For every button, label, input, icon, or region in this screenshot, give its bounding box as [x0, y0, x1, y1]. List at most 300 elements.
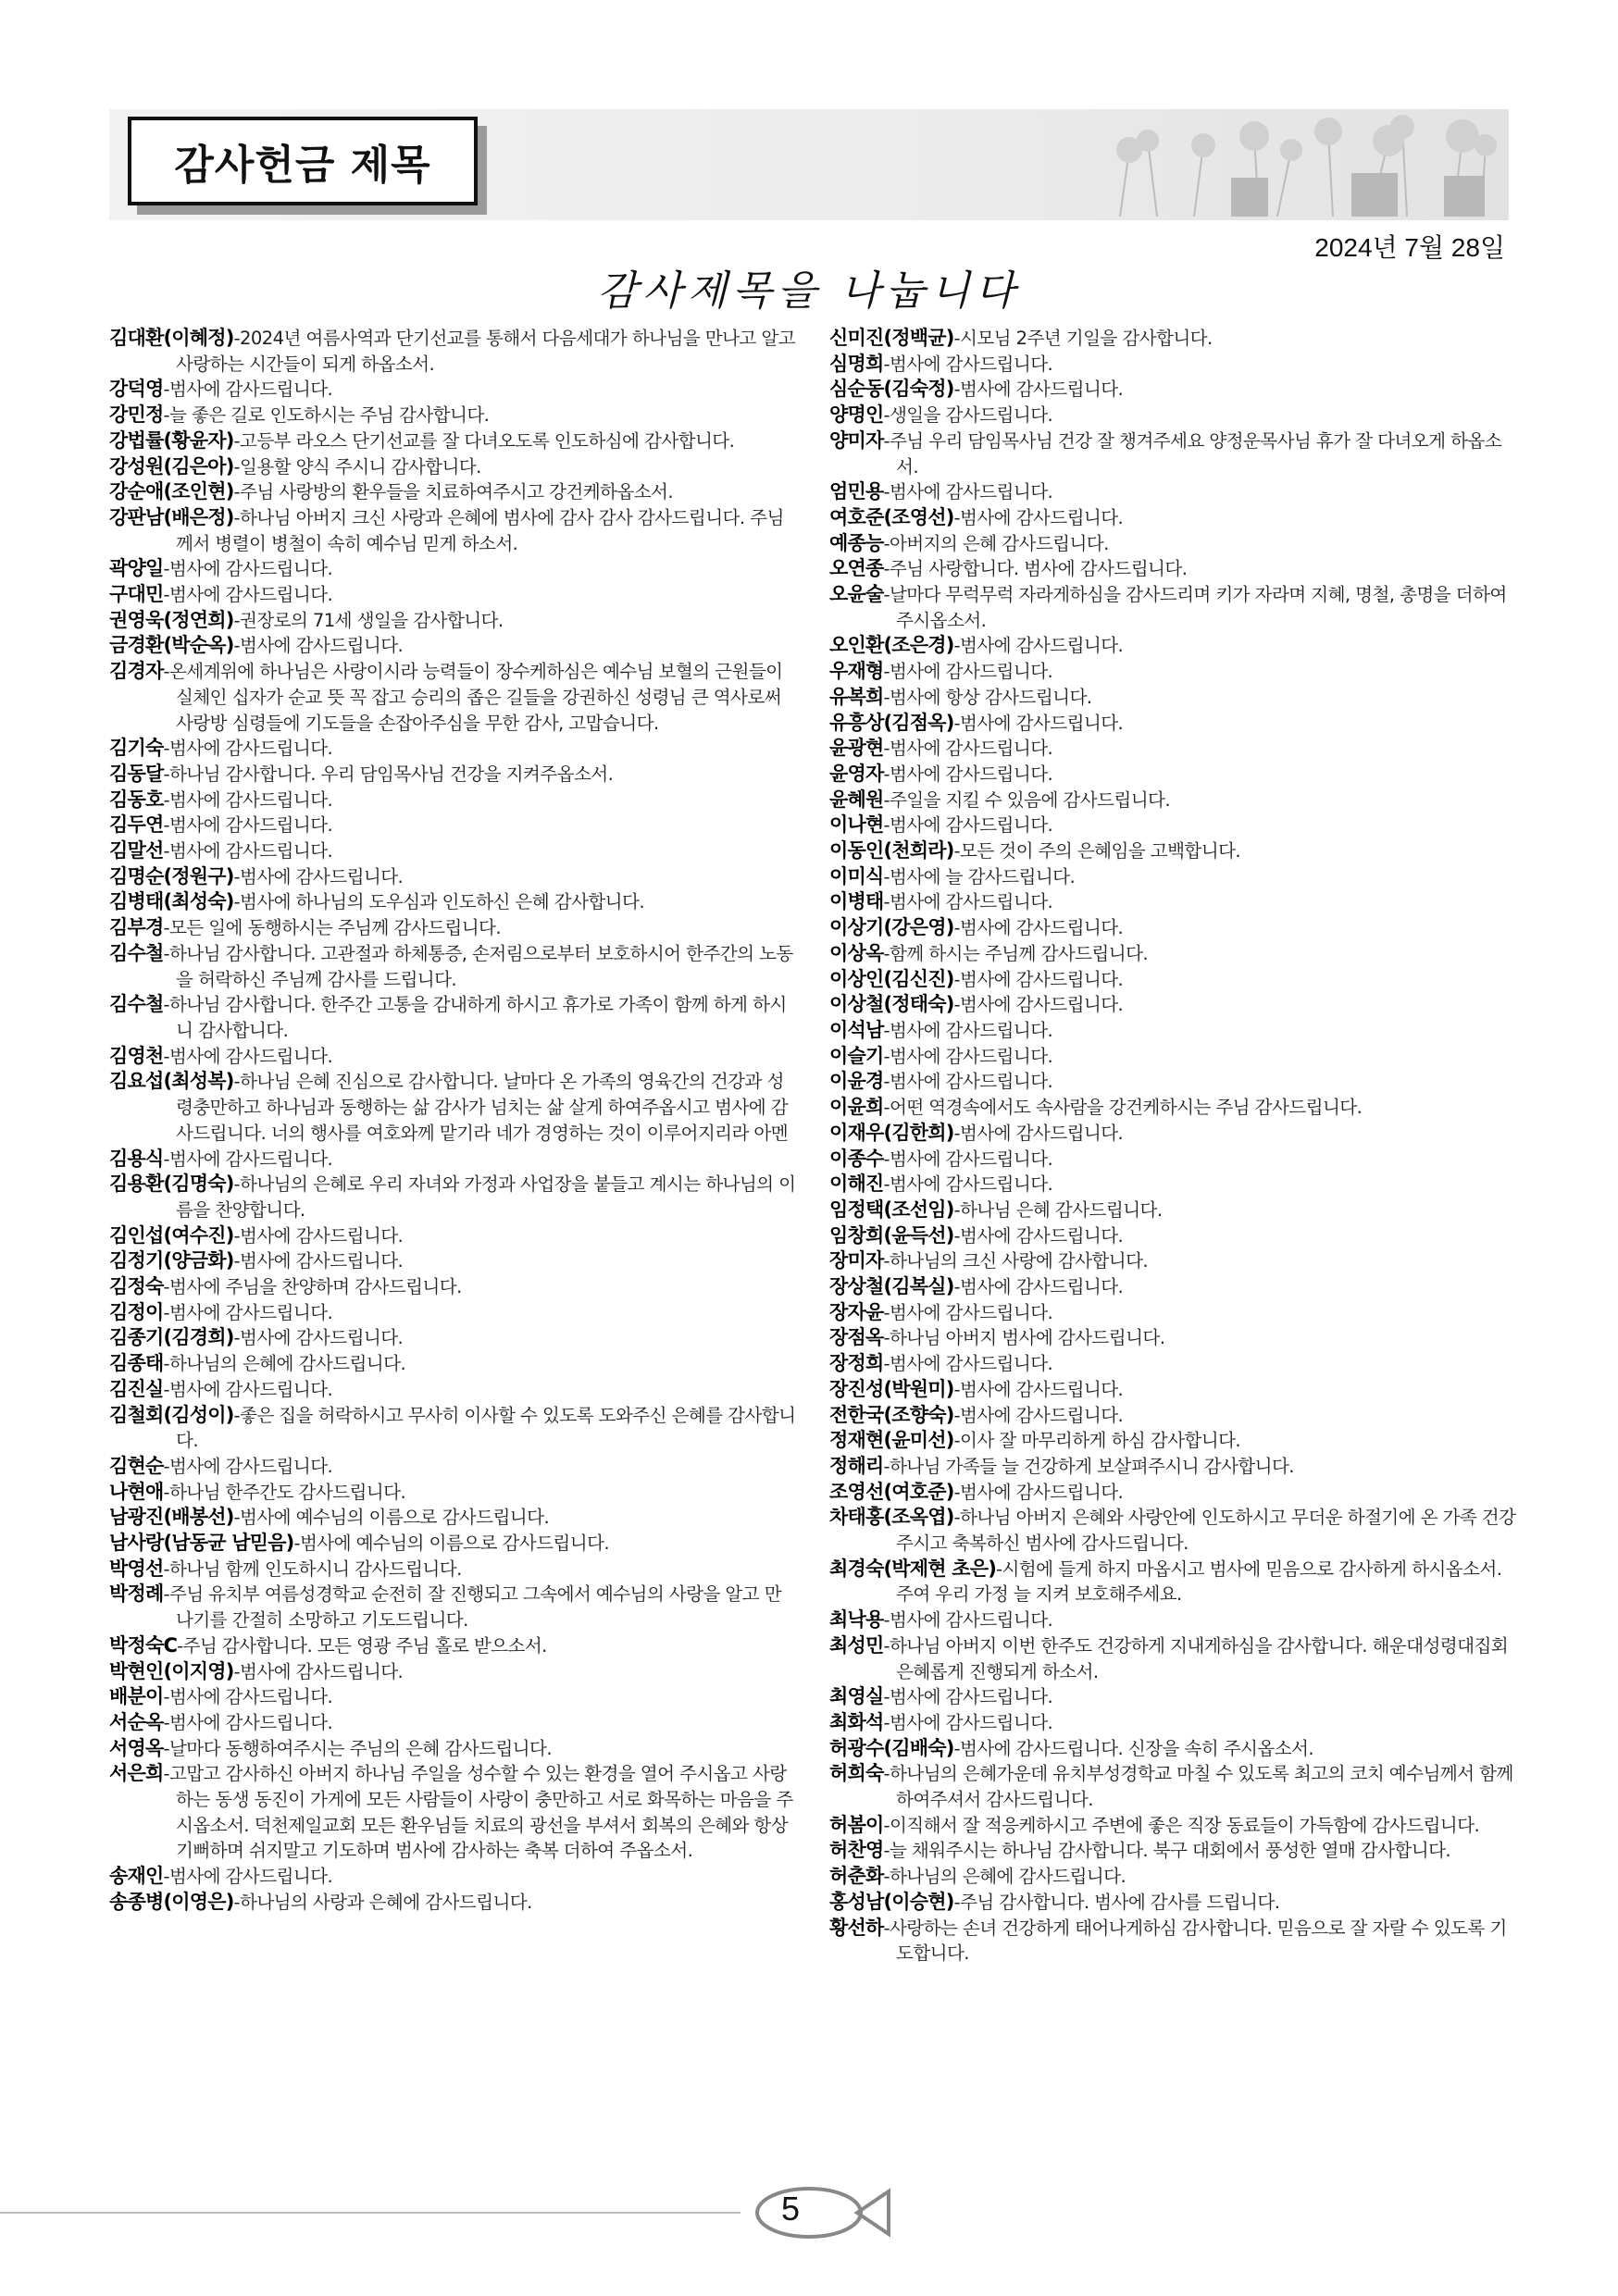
thanksgiving-text: -하나님 감사합니다. 한주간 고통을 감내하게 하시고 휴가로 가족이 함께 하게 하시니 감사합니다. — [163, 994, 787, 1041]
donor-name: 김두연 — [109, 813, 164, 837]
thanksgiving-text: -하나님 은혜 감사드립니다. — [953, 1198, 1163, 1221]
thanksgiving-text: -범사에 감사드립니다. — [883, 763, 1053, 785]
donor-name: 최낙용 — [829, 1608, 884, 1632]
thanksgiving-text: -하나님 아버지 은혜와 사랑안에 인도하시고 무더운 하절기에 온 가족 건강주시고 축복하신 범사에 감사드립니다. — [896, 1507, 1516, 1555]
thanksgiving-entry — [109, 1633, 798, 1659]
thanksgiving-text: -권장로의 71세 생일을 감사합니다. — [233, 609, 504, 631]
thanksgiving-entry — [829, 1172, 1518, 1198]
donor-name: 조영선(여호준) — [829, 1480, 954, 1503]
page-subtitle: 감사제목을 나눕니다 — [597, 267, 1021, 315]
thanksgiving-entry — [829, 1223, 1518, 1249]
thanksgiving-entry — [109, 1659, 798, 1685]
flower-decoration-icon — [1092, 113, 1500, 217]
thanksgiving-text: -범사에 감사드립니다. — [883, 661, 1053, 683]
donor-name: 김현순 — [109, 1454, 164, 1477]
thanksgiving-text: -주님 우리 담임목사님 건강 잘 챙겨주세요 양정운목사님 휴가 잘 다녀오게 하옵소서. — [883, 429, 1502, 478]
donor-name: 권영욱(정연희) — [109, 608, 234, 631]
thanksgiving-text: -고등부 라오스 단기선교를 잘 다녀오도록 인도하심에 감사합니다. — [233, 429, 735, 452]
thanksgiving-text: -주님 감사합니다. 모든 영광 주님 홀로 받으소서. — [177, 1634, 547, 1657]
thanksgiving-entry — [109, 326, 798, 377]
thanksgiving-entry — [829, 685, 1518, 711]
donor-name: 최영실 — [829, 1685, 884, 1708]
donor-name: 임창희(윤득선) — [829, 1223, 954, 1247]
thanksgiving-text: -범사에 감사드립니다. — [883, 1019, 1053, 1041]
thanksgiving-text: -범사에 감사드립니다. — [883, 481, 1053, 503]
thanksgiving-entry — [109, 454, 798, 480]
donor-name: 강판남(배은정) — [109, 505, 234, 528]
thanksgiving-text: -범사에 감사드립니다. — [953, 1404, 1124, 1426]
thanksgiving-text: -하나님 은혜 진심으로 감사합니다. 날마다 온 가족의 영육간의 건강과 성령충만하고 하나님과 동행하는 삶 감사가 넘치는 삶 살게 하여주옵시고 범사에 감사드립니다. 너의 행사를 여호와께 맡기라 네가 경영하는 것이 이루어지리라 아멘 — [176, 1071, 789, 1144]
thanksgiving-text: -범사에 감사드립니다. — [163, 1045, 333, 1067]
thanksgiving-entry — [829, 1325, 1518, 1351]
thanksgiving-text: -이직해서 잘 적응케하시고 주변에 좋은 직장 동료들이 가득함에 감사드립니다. — [883, 1814, 1480, 1836]
thanksgiving-entry — [109, 813, 798, 838]
donor-name: 오연종 — [829, 557, 884, 580]
donor-name: 김영천 — [109, 1044, 164, 1067]
thanksgiving-entry — [829, 1736, 1518, 1762]
thanksgiving-text: -주님 감사합니다. 범사에 감사를 드립니다. — [953, 1891, 1280, 1913]
thanksgiving-text: -범사에 감사드립니다. — [163, 1148, 333, 1170]
thanksgiving-text: -범사에 감사드립니다. — [163, 814, 333, 837]
donor-name: 허희숙 — [829, 1762, 884, 1785]
thanksgiving-text: -범사에 하나님의 도우심과 인도하신 은혜 감사합니다. — [233, 891, 644, 913]
thanksgiving-entry — [829, 838, 1518, 864]
thanksgiving-text: -범사에 감사드립니다. — [883, 1301, 1053, 1323]
thanksgiving-text: -하나님 아버지 크신 사랑과 은혜에 범사에 감사 감사 감사드립니다. 주님께서 병렬이 병철이 속히 예수님 믿게 하소서. — [176, 506, 784, 554]
thanksgiving-entry — [829, 1480, 1518, 1506]
thanksgiving-text: -범사에 감사드립니다. — [163, 584, 333, 606]
donor-name: 강덕영 — [109, 378, 164, 401]
donor-name: 김동달 — [109, 762, 164, 785]
donor-name: 차태홍(조옥엽) — [829, 1506, 954, 1529]
thanksgiving-entry — [109, 864, 798, 890]
thanksgiving-entry — [829, 326, 1518, 352]
donor-name: 서영옥 — [109, 1736, 164, 1759]
donor-name: 이동인(천희라) — [829, 839, 954, 863]
donor-name: 신미진(정백균) — [829, 327, 954, 349]
thanksgiving-entry — [829, 505, 1518, 531]
donor-name: 이상옥 — [829, 941, 884, 964]
page-number: 5 — [781, 2190, 801, 2228]
thanksgiving-entry — [829, 1607, 1518, 1633]
thanksgiving-text: -범사에 감사드립니다. — [233, 1250, 404, 1272]
thanksgiving-entry — [829, 1044, 1518, 1070]
donor-name: 김정숙 — [109, 1275, 164, 1298]
thanksgiving-text: -범사에 감사드립니다. — [953, 917, 1124, 939]
thanksgiving-text: -범사에 감사드립니다. 신장을 속히 주시옵소서. — [953, 1737, 1313, 1759]
thanksgiving-entry — [109, 1300, 798, 1326]
thanksgiving-entry — [829, 1710, 1518, 1736]
thanksgiving-entry — [829, 1813, 1518, 1839]
donor-name: 남광진(배봉선) — [109, 1506, 234, 1529]
thanksgiving-entry — [829, 582, 1518, 633]
donor-name: 김정기(양금화) — [109, 1249, 234, 1272]
thanksgiving-entry — [829, 1198, 1518, 1223]
thanksgiving-text: -모든 것이 주의 은혜임을 고백합니다. — [953, 840, 1241, 863]
thanksgiving-text: -범사에 감사드립니다. — [163, 558, 333, 580]
thanksgiving-text: -하나님 가족들 늘 건강하게 보살펴주시니 감사합니다. — [883, 1455, 1294, 1477]
thanksgiving-text: -고맙고 감사하신 아버지 하나님 주일을 성수할 수 있는 환경을 열어 주시옵고 사랑하는 동생 동진이 가게에 모든 사람들이 사랑이 충만하고 서로 화목하는 마음을 주시옵소서. 덕천제일교회 모든 환우님들 치료의 광선을 부셔서 회복의 은혜와 항상 기뻐하며 쉬지말고 기도하며 범사에 감사하는 축복 더하여 주옵소서. — [163, 1763, 793, 1862]
thanksgiving-entry — [109, 582, 798, 608]
thanksgiving-text: -좋은 집을 허락하시고 무사히 이사할 수 있도록 도와주신 은혜를 감사합니다. — [176, 1404, 796, 1452]
donor-name: 임정택(조선임) — [829, 1198, 954, 1221]
thanksgiving-entry — [829, 1633, 1518, 1684]
thanksgiving-entry — [829, 1095, 1518, 1121]
donor-name: 서은희 — [109, 1762, 164, 1785]
thanksgiving-text: -늘 채워주시는 하나님 감사합니다. 북구 대회에서 풍성한 열매 감사합니다. — [883, 1840, 1451, 1862]
donor-name: 이윤희 — [829, 1096, 884, 1119]
thanksgiving-text: -범사에 감사드립니다. — [163, 1455, 333, 1477]
donor-name: 오인환(조은경) — [829, 634, 954, 657]
thanksgiving-entry — [109, 1351, 798, 1377]
thanksgiving-entry — [829, 377, 1518, 403]
donor-name: 김부경 — [109, 916, 164, 939]
thanksgiving-text: -아버지의 은혜 감사드립니다. — [883, 532, 1109, 554]
thanksgiving-text: -범사에 감사드립니다. — [953, 968, 1124, 990]
donor-name: 유복희 — [829, 685, 884, 708]
thanksgiving-text: -범사에 감사드립니다. — [883, 1353, 1053, 1375]
donor-name: 이종수 — [829, 1147, 884, 1170]
thanksgiving-text: -범사에 예수님의 이름으로 감사드립니다. — [233, 1507, 550, 1529]
thanksgiving-text: -범사에 감사드립니다. — [233, 1224, 404, 1247]
thanksgiving-entry — [829, 915, 1518, 941]
thanksgiving-text: -하나님 감사합니다. 고관절과 하체통증, 손저림으로부터 보호하시어 한주간의 노동을 허락하신 주님께 감사를 드립니다. — [163, 942, 793, 990]
donor-name: 김용식 — [109, 1147, 164, 1170]
thanksgiving-entry — [829, 1377, 1518, 1403]
donor-name: 허찬영 — [829, 1839, 884, 1862]
thanksgiving-entry — [109, 428, 798, 454]
thanksgiving-text: -하나님의 은혜가운데 유치부성경학교 마칠 수 있도록 최고의 코치 예수님께서 함께 하여주셔서 감사드립니다. — [883, 1763, 1513, 1811]
donor-name: 이병태 — [829, 890, 884, 913]
thanksgiving-entry — [829, 1147, 1518, 1173]
thanksgiving-entry — [109, 1531, 798, 1557]
thanksgiving-text: -범사에 감사드립니다. — [953, 1122, 1124, 1144]
thanksgiving-text: -일용할 양식 주시니 감사합니다. — [233, 455, 481, 478]
thanksgiving-entry — [109, 1505, 798, 1531]
donor-name: 김명순(정원구) — [109, 864, 234, 887]
thanksgiving-entry — [829, 1454, 1518, 1480]
thanksgiving-text: -범사에 감사드립니다. — [953, 1378, 1124, 1400]
thanksgiving-entry — [829, 1838, 1518, 1864]
thanksgiving-text: -주님 사랑방의 환우들을 치료하여주시고 강건케하옵소서. — [233, 481, 673, 503]
donor-name: 장상철(김복실) — [829, 1275, 954, 1298]
thanksgiving-entry — [829, 788, 1518, 813]
thanksgiving-entry — [829, 1557, 1518, 1607]
thanksgiving-entry — [829, 762, 1518, 788]
thanksgiving-entry — [109, 1172, 798, 1222]
thanksgiving-entry — [829, 1274, 1518, 1300]
donor-name: 김진실 — [109, 1377, 164, 1400]
thanksgiving-entry — [109, 1248, 798, 1274]
thanksgiving-text: -범사에 감사드립니다. — [953, 635, 1124, 657]
thanksgiving-entry — [109, 788, 798, 813]
donor-name: 김철회(김성이) — [109, 1403, 234, 1426]
thanksgiving-text: -온세계위에 하나님은 사랑이시라 능력들이 장수케하심은 예수님 보혈의 근원들이 실체인 십자가 순교 뜻 꼭 잡고 승리의 좁은 길들을 강권하신 성령님 큰 역사로써 사랑방 심령들에 기도들을 손잡아주심을 무한 감사, 고맙습니다. — [163, 661, 783, 734]
donor-name: 정해리 — [829, 1454, 884, 1477]
donor-name: 홍성남(이승현) — [829, 1890, 954, 1913]
donor-name: 이상인(김신진) — [829, 967, 954, 990]
thanksgiving-entry — [829, 1248, 1518, 1274]
thanksgiving-text: -범사에 감사드립니다. — [163, 1711, 333, 1733]
donor-name: 유흥상(김점옥) — [829, 711, 954, 734]
thanksgiving-entry — [109, 1864, 798, 1890]
thanksgiving-text: -범사에 감사드립니다. — [163, 379, 333, 401]
thanksgiving-entry — [829, 1121, 1518, 1147]
thanksgiving-text: -범사에 감사드립니다. — [883, 353, 1053, 375]
donor-name: 김인섭(여수진) — [109, 1223, 234, 1247]
thanksgiving-entry — [829, 556, 1518, 582]
thanksgiving-text: -범사에 감사드립니다. — [233, 1660, 404, 1682]
thanksgiving-text: -주님 유치부 여름성경학교 순전히 잘 진행되고 그속에서 예수님의 사랑을 알고 만나기를 간절히 소망하고 기도드립니다. — [163, 1583, 782, 1632]
thanksgiving-text: -하나님 한주간도 감사드립니다. — [163, 1481, 406, 1503]
thanksgiving-text: -범사에 감사드립니다. — [163, 1301, 333, 1323]
thanksgiving-text: -주님 사랑합니다. 범사에 감사드립니다. — [883, 558, 1188, 580]
donor-name: 김수철 — [109, 993, 164, 1016]
donor-name: 최화석 — [829, 1710, 884, 1733]
thanksgiving-text: -주일을 지킬 수 있음에 감사드립니다. — [883, 788, 1170, 811]
section-title-box — [128, 117, 478, 205]
donor-name: 양명인 — [829, 403, 884, 427]
thanksgiving-entry — [829, 889, 1518, 915]
thanksgiving-entry — [109, 556, 798, 582]
donor-name: 허광수(김배숙) — [829, 1736, 954, 1759]
thanksgiving-text: -범사에 감사드립니다. — [953, 506, 1124, 528]
thanksgiving-text: -범사에 감사드립니다. — [953, 1481, 1124, 1503]
thanksgiving-entry — [829, 479, 1518, 505]
thanksgiving-text: -범사에 감사드립니다. — [163, 1866, 333, 1888]
donor-name: 윤혜원 — [829, 788, 884, 811]
donor-name: 장진성(박원미) — [829, 1377, 954, 1400]
thanksgiving-text: -범사에 늘 감사드립니다. — [883, 865, 1076, 887]
donor-name: 윤영자 — [829, 762, 884, 785]
thanksgiving-text: -날마다 동행하여주시는 주님의 은혜 감사드립니다. — [163, 1737, 552, 1759]
thanksgiving-entry — [109, 1761, 798, 1864]
thanksgiving-entry — [109, 1403, 798, 1454]
thanksgiving-text: -모든 일에 동행하시는 주님께 감사드립니다. — [163, 917, 501, 939]
thanksgiving-entry — [829, 1300, 1518, 1326]
donor-name: 이상기(강은영) — [829, 916, 954, 939]
donor-name: 최경숙(박제현 초은) — [829, 1557, 996, 1580]
thanksgiving-text: -이사 잘 마무리하게 하심 감사합니다. — [953, 1430, 1241, 1452]
thanksgiving-entry — [829, 403, 1518, 428]
donor-name: 장미자 — [829, 1249, 884, 1272]
thanksgiving-text: -범사에 감사드립니다. — [883, 1173, 1053, 1196]
thanksgiving-text: -범사에 감사드립니다. — [883, 1609, 1053, 1632]
thanksgiving-text: -함께 하시는 주님께 감사드립니다. — [883, 942, 1149, 964]
thanksgiving-text: -시험에 들게 하지 마옵시고 범사에 믿음으로 감사하게 하시옵소서. 주여 우리 가정 늘 지켜 보호해주세요. — [896, 1558, 1502, 1606]
thanksgiving-text: -사랑하는 손녀 건강하게 태어나게하심 감사합니다. 믿음으로 잘 자랄 수 있도록 기도합니다. — [883, 1917, 1507, 1965]
thanksgiving-entry — [829, 736, 1518, 762]
thanksgiving-entry — [109, 403, 798, 428]
thanksgiving-entry — [109, 505, 798, 556]
thanksgiving-entry — [109, 1710, 798, 1736]
thanksgiving-text: -범사에 감사드립니다. — [883, 738, 1053, 760]
thanksgiving-text: -어떤 역경속에서도 속사람을 강건케하시는 주님 감사드립니다. — [883, 1097, 1363, 1119]
thanksgiving-entry — [109, 479, 798, 505]
thanksgiving-text: -범사에 예수님의 이름으로 감사드립니다. — [293, 1533, 610, 1555]
thanksgiving-text: -하나님의 은혜에 감사드립니다. — [883, 1866, 1126, 1888]
thanksgiving-entry — [829, 1916, 1518, 1967]
thanksgiving-entry — [109, 838, 798, 864]
thanksgiving-text: -범사에 감사드립니다. — [163, 840, 333, 863]
thanksgiving-entry — [109, 633, 798, 659]
thanksgiving-entry — [829, 633, 1518, 659]
donor-name: 강순애(조인현) — [109, 480, 234, 503]
thanksgiving-entry — [829, 1018, 1518, 1044]
thanksgiving-entry — [829, 659, 1518, 685]
donor-name: 남사랑(남동균 남믿음) — [109, 1532, 294, 1555]
thanksgiving-entry — [829, 941, 1518, 967]
thanksgiving-entry — [109, 736, 798, 762]
thanksgiving-text: -범사에 감사드립니다. — [233, 635, 404, 657]
donor-name: 허봄이 — [829, 1813, 884, 1836]
thanksgiving-text: -범사에 감사드립니다. — [883, 814, 1053, 837]
thanksgiving-entry — [829, 428, 1518, 479]
thanksgiving-text: -하나님 아버지 범사에 감사드립니다. — [883, 1327, 1165, 1349]
donor-name: 윤광현 — [829, 737, 884, 760]
donor-name: 허춘화 — [829, 1865, 884, 1888]
donor-name: 심순동(김숙정) — [829, 378, 954, 401]
thanksgiving-text: -늘 좋은 길로 인도하시는 주님 감사합니다. — [163, 404, 490, 427]
thanksgiving-text: -범사에 감사드립니다. — [883, 891, 1053, 913]
donor-name: 강법률(황윤자) — [109, 428, 234, 452]
donor-name: 구대민 — [109, 583, 164, 606]
donor-name: 김정이 — [109, 1300, 164, 1323]
thanksgiving-entry — [109, 1480, 798, 1506]
thanksgiving-text: -하나님 아버지 이번 한주도 건강하게 지내게하심을 감사합니다. 해운대성령대집회 은혜롭게 진행되게 하소서. — [883, 1634, 1509, 1682]
donor-name: 박현인(이지영) — [109, 1659, 234, 1682]
thanksgiving-text: -범사에 항상 감사드립니다. — [883, 686, 1092, 708]
thanksgiving-entry — [109, 1582, 798, 1632]
thanksgiving-text: -범사에 감사드립니다. — [883, 1148, 1053, 1170]
thanksgiving-entry — [109, 992, 798, 1043]
donor-name: 박정례 — [109, 1582, 164, 1606]
donor-name: 정재현(윤미선) — [829, 1429, 954, 1452]
donor-name: 이미식 — [829, 864, 884, 887]
thanksgiving-entry — [109, 1274, 798, 1300]
donor-name: 엄민용 — [829, 480, 884, 503]
donor-name: 나현애 — [109, 1480, 164, 1503]
donor-name: 장점옥 — [829, 1326, 884, 1349]
thanksgiving-entry — [109, 608, 798, 634]
thanksgiving-text: -범사에 감사드립니다. — [953, 1276, 1124, 1298]
donor-name: 김말선 — [109, 839, 164, 863]
donor-name: 황선하 — [829, 1916, 884, 1939]
thanksgiving-entry — [109, 1044, 798, 1070]
donor-name: 김동호 — [109, 788, 164, 811]
thanksgiving-text: -생일을 감사드립니다. — [883, 404, 1053, 427]
thanksgiving-text: -범사에 감사드립니다. — [163, 1378, 333, 1400]
donor-name: 서순옥 — [109, 1710, 164, 1733]
thanksgiving-text: -하나님의 은혜에 감사드립니다. — [163, 1353, 406, 1375]
thanksgiving-entry — [829, 967, 1518, 993]
thanksgiving-entry — [109, 1223, 798, 1249]
thanksgiving-entry — [829, 1069, 1518, 1095]
thanksgiving-entry — [829, 711, 1518, 737]
donor-name: 우재형 — [829, 660, 884, 683]
donor-name: 김용환(김명숙) — [109, 1173, 234, 1196]
section-title: 감사헌금 제목 — [174, 142, 431, 189]
donor-name: 장자윤 — [829, 1300, 884, 1323]
thanksgiving-entry — [829, 813, 1518, 838]
thanksgiving-text: -범사에 감사드립니다. — [163, 1686, 333, 1708]
thanksgiving-entry — [109, 1736, 798, 1762]
thanksgiving-text: -하나님의 크신 사랑에 감사합니다. — [883, 1250, 1149, 1272]
thanksgiving-entry — [829, 1890, 1518, 1916]
thanksgiving-entry — [109, 1890, 798, 1916]
donor-name: 김종태 — [109, 1352, 164, 1375]
thanksgiving-entry — [109, 659, 798, 736]
donor-name: 이슬기 — [829, 1044, 884, 1067]
thanksgiving-text: -2024년 여름사역과 단기선교를 통해서 다음세대가 하나님을 만나고 알고 사랑하는 시간들이 되게 하옵소서. — [176, 328, 796, 375]
thanksgiving-text: -범사에 감사드립니다. — [883, 1711, 1053, 1733]
donor-name: 김요섭(최성복) — [109, 1070, 234, 1093]
thanksgiving-text: -하나님의 사랑과 은혜에 감사드립니다. — [233, 1891, 532, 1913]
thanksgiving-text: -범사에 감사드립니다. — [163, 788, 333, 811]
donor-name: 이해진 — [829, 1173, 884, 1196]
thanksgiving-text: -범사에 감사드립니다. — [953, 379, 1124, 401]
thanksgiving-entry — [109, 1325, 798, 1351]
donor-name: 강민정 — [109, 403, 164, 427]
thanksgiving-entry — [109, 1684, 798, 1710]
thanksgiving-text: -범사에 감사드립니다. — [233, 1327, 404, 1349]
thanksgiving-text: -날마다 무럭무럭 자라게하심을 감사드리며 키가 자라며 지혜, 명철, 총명을 더하여주시옵소서. — [883, 584, 1507, 631]
thanksgiving-entry — [109, 762, 798, 788]
thanksgiving-entry — [109, 1069, 798, 1146]
donor-name: 김경자 — [109, 660, 164, 683]
donor-name: 예종능 — [829, 531, 884, 554]
thanksgiving-text: -범사에 감사드립니다. — [953, 712, 1124, 734]
donor-name: 배분이 — [109, 1685, 164, 1708]
thanksgiving-entry — [109, 941, 798, 992]
thanksgiving-entry — [109, 889, 798, 915]
thanksgiving-entry — [829, 1684, 1518, 1710]
thanksgiving-text: -범사에 감사드립니다. — [233, 865, 404, 887]
thanksgiving-entry — [829, 1428, 1518, 1454]
right-column — [829, 326, 1518, 1967]
donor-name: 강성원(김은아) — [109, 454, 234, 478]
thanksgiving-text: -범사에 감사드립니다. — [953, 994, 1124, 1016]
thanksgiving-entry — [829, 1403, 1518, 1429]
donor-name: 장정희 — [829, 1352, 884, 1375]
donor-name: 이재우(김한희) — [829, 1121, 954, 1144]
donor-name: 이석남 — [829, 1018, 884, 1041]
donor-name: 김기숙 — [109, 737, 164, 760]
thanksgiving-text: -범사에 감사드립니다. — [883, 1071, 1053, 1093]
thanksgiving-text: -범사에 감사드립니다. — [163, 738, 333, 760]
thanksgiving-entry — [829, 1761, 1518, 1812]
thanksgiving-text: -하나님의 은혜로 우리 자녀와 가정과 사업장을 붙들고 계시는 하나님의 이름을 찬양합니다. — [176, 1173, 796, 1221]
thanksgiving-entry — [829, 992, 1518, 1018]
donor-name: 박정숙C — [109, 1633, 178, 1657]
donor-name: 금경환(박순옥) — [109, 634, 234, 657]
thanksgiving-entry — [829, 1505, 1518, 1556]
donor-name: 이나현 — [829, 813, 884, 837]
thanksgiving-entry — [829, 1351, 1518, 1377]
donor-name: 송재인 — [109, 1865, 164, 1888]
donor-name: 심명희 — [829, 352, 884, 375]
donor-name: 이윤경 — [829, 1070, 884, 1093]
donor-name: 여호준(조영선) — [829, 505, 954, 528]
donor-name: 양미자 — [829, 428, 884, 452]
donor-name: 이상철(정태숙) — [829, 993, 954, 1016]
thanksgiving-entry — [829, 864, 1518, 890]
thanksgiving-text: -하나님 함께 인도하시니 감사드립니다. — [163, 1558, 462, 1580]
thanksgiving-entry — [829, 531, 1518, 557]
thanksgiving-text: -하나님 감사합니다. 우리 담임목사님 건강을 지켜주옵소서. — [163, 763, 614, 785]
donor-name: 김병태(최성숙) — [109, 890, 234, 913]
thanksgiving-entry — [829, 352, 1518, 378]
